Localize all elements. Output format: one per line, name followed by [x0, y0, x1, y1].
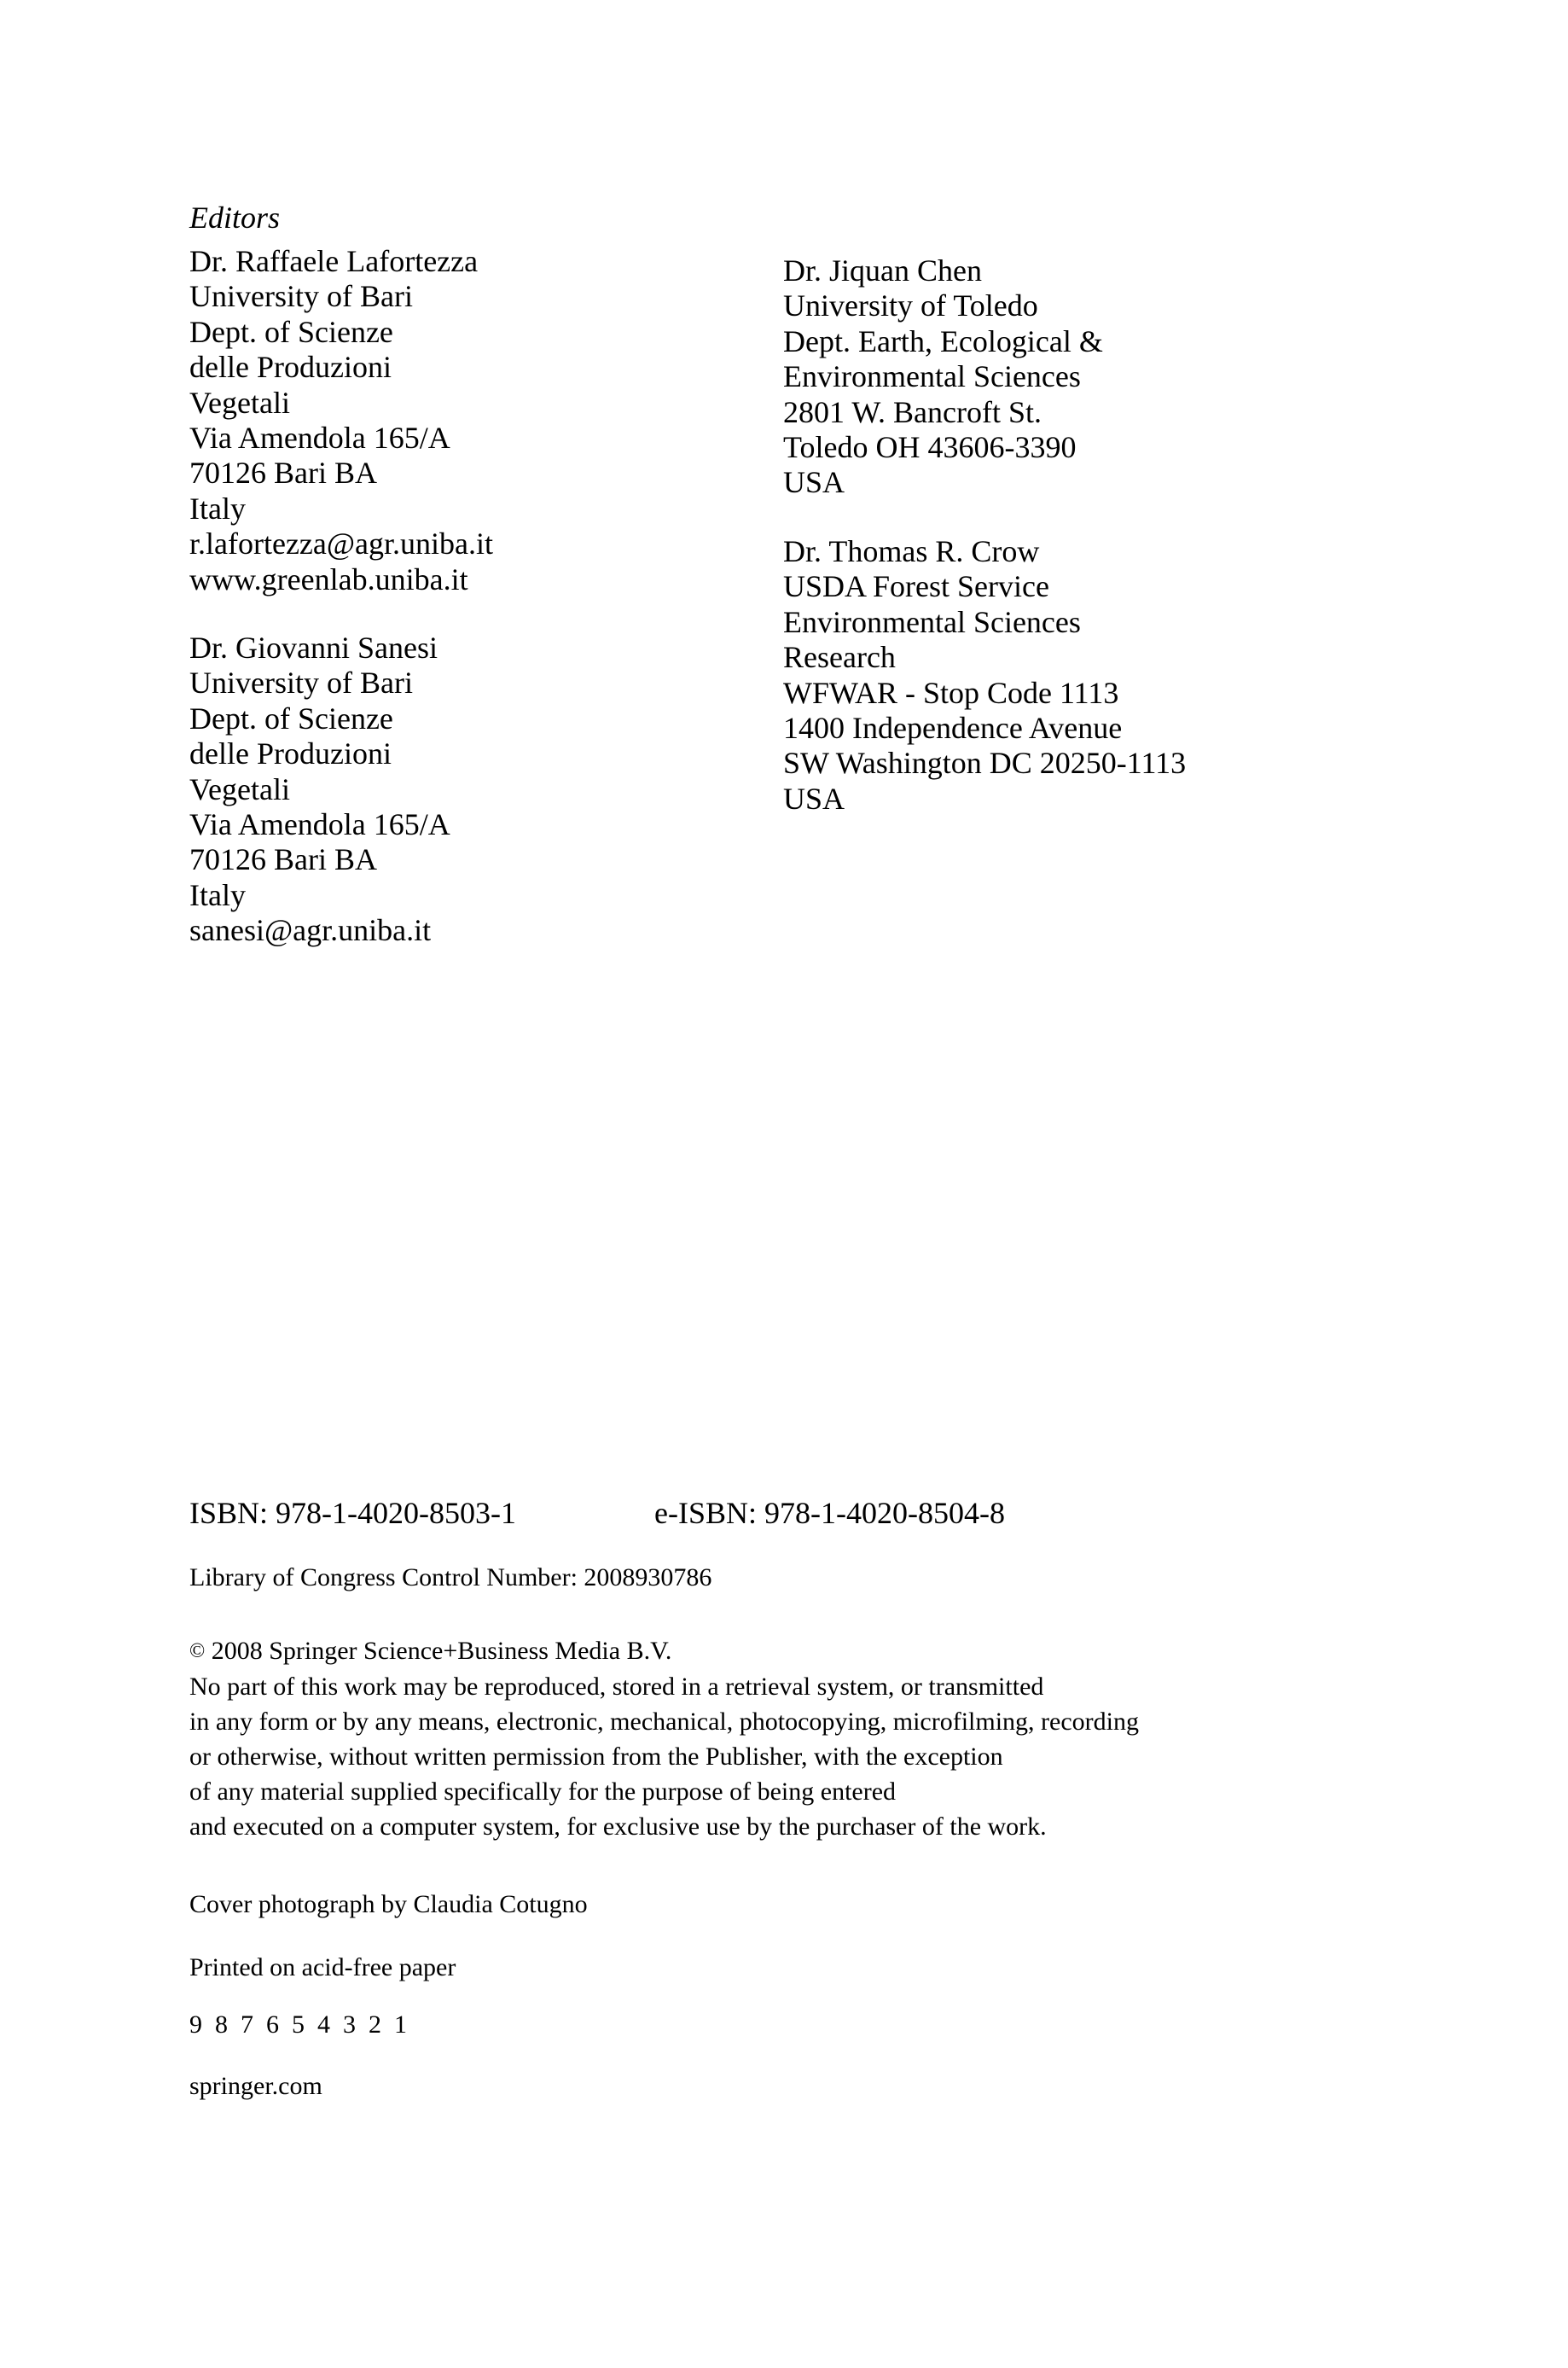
address-line: Toledo OH 43606-3390: [783, 430, 1077, 465]
address-line: Via Amendola 165/A: [189, 807, 450, 842]
address-line: USA: [783, 781, 845, 816]
rights-line: of any material supplied specifically for the purpose of being entered: [189, 1777, 897, 1806]
rights-line: No part of this work may be reproduced, stored in a retrieval system, or transmitted: [189, 1673, 1044, 1701]
paper-note: Printed on acid-free paper: [189, 1953, 456, 1981]
publisher-website: springer.com: [189, 2072, 322, 2100]
address-line: Italy: [189, 491, 246, 526]
address-line: Dept. of Scienze: [189, 314, 393, 349]
cover-credit: Cover photograph by Claudia Cotugno: [189, 1890, 588, 1918]
printing-line: [189, 2010, 420, 2039]
editor-crow-address: [783, 534, 1186, 817]
rights-line: in any form or by any means, electronic, mechanical, photocopying, microfilming, recording: [189, 1708, 1139, 1736]
address-line: 70126 Bari BA: [189, 456, 377, 491]
address-line: SW Washington DC 20250-1113: [783, 746, 1187, 781]
editor-lafortezza-address: [189, 244, 493, 597]
address-line: WFWAR - Stop Code 1113: [783, 675, 1119, 710]
address-line: Environmental Sciences: [783, 359, 1081, 394]
lccn: Library of Congress Control Number: 2008930786: [189, 1563, 712, 1591]
editor-chen-address: [783, 253, 1103, 501]
printing-digit: 5: [292, 2010, 305, 2039]
address-line: University of Bari: [189, 279, 413, 314]
printing-digit: 4: [317, 2010, 330, 2039]
address-line: University of Bari: [189, 666, 413, 701]
editor-sanesi-address: [189, 631, 450, 949]
address-line: Research: [783, 640, 896, 675]
printing-digit: 3: [343, 2010, 356, 2039]
editor-name: Dr. Giovanni Sanesi: [189, 631, 438, 665]
email-address: sanesi@agr.uniba.it: [189, 913, 432, 948]
address-line: 1400 Independence Avenue: [783, 711, 1123, 746]
address-line: Dept. Earth, Ecological &: [783, 323, 1103, 358]
e-isbn: e-ISBN: 978-1-4020-8504-8: [654, 1496, 1005, 1530]
address-line: delle Produzioni: [189, 350, 392, 385]
copyright-symbol: ©: [189, 1640, 206, 1662]
editor-name: Dr. Raffaele Lafortezza: [189, 244, 479, 278]
printing-digit: 9: [189, 2010, 202, 2039]
rights-line: and executed on a computer system, for exclusive use by the purchaser of the work.: [189, 1812, 1047, 1841]
website-address: www.greenlab.uniba.it: [189, 561, 468, 596]
copyright-line: [189, 1633, 1139, 1669]
address-line: 70126 Bari BA: [189, 842, 377, 877]
address-line: delle Produzioni: [189, 736, 392, 771]
printing-digit: 1: [394, 2010, 407, 2039]
copyright-text: 2008 Springer Science+Business Media B.V.: [211, 1637, 672, 1665]
address-line: Via Amendola 165/A: [189, 421, 450, 456]
address-line: Dept. of Scienze: [189, 701, 393, 736]
rights-line: or otherwise, without written permission from the Publisher, with the exception: [189, 1743, 1003, 1771]
editors-heading: Editors: [189, 201, 281, 235]
copyright-block: [189, 1633, 1139, 1844]
printing-digit: 8: [215, 2010, 228, 2039]
printing-digit: 6: [266, 2010, 279, 2039]
editor-name: Dr. Thomas R. Crow: [783, 534, 1040, 568]
address-line: Vegetali: [189, 771, 290, 806]
email-address: r.lafortezza@agr.uniba.it: [189, 527, 493, 561]
address-line: USA: [783, 465, 845, 500]
address-line: 2801 W. Bancroft St.: [783, 394, 1042, 429]
address-line: Italy: [189, 877, 246, 912]
address-line: University of Toledo: [783, 288, 1038, 323]
printing-digit: 7: [241, 2010, 253, 2039]
isbn: ISBN: 978-1-4020-8503-1: [189, 1496, 516, 1530]
address-line: USDA Forest Service: [783, 569, 1049, 604]
editor-name: Dr. Jiquan Chen: [783, 253, 982, 288]
address-line: Environmental Sciences: [783, 604, 1081, 639]
address-line: Vegetali: [189, 385, 290, 420]
printing-digit: 2: [369, 2010, 381, 2039]
